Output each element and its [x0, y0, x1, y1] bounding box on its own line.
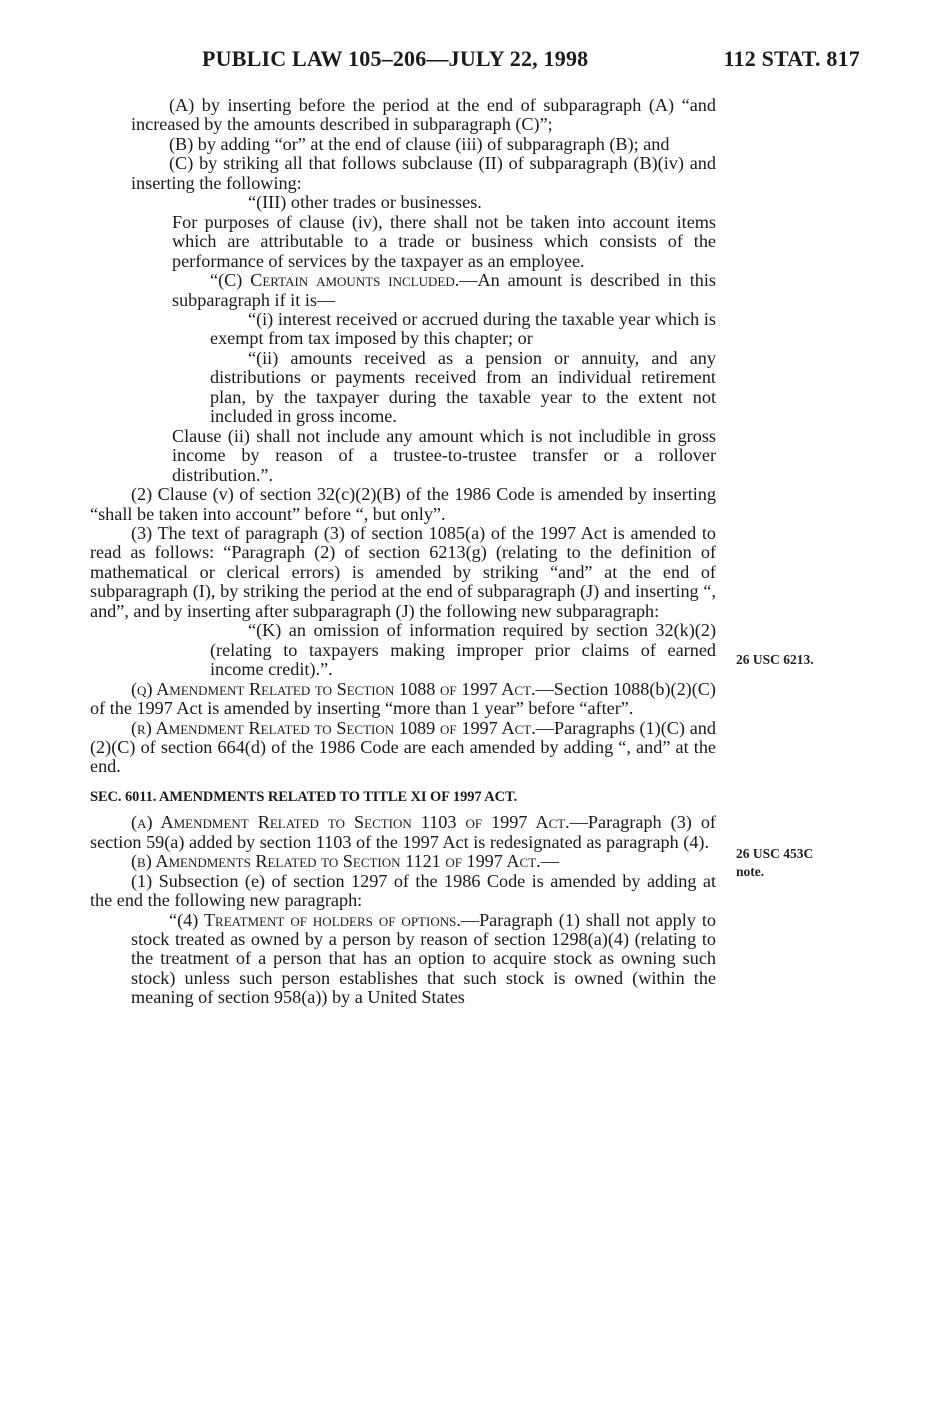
- subparagraph-c-heading: “(C) Certain amounts included.: [210, 270, 460, 291]
- subsection-b-text: —: [540, 851, 559, 872]
- paragraph-b: (B) by adding “or” at the end of clause (iii) of subparagraph (B); and: [169, 133, 670, 154]
- subparagraph-k-omission: “(K) an omission of information required by section 32(k)(2) (relating to taxpayers making improper prior claims of earned income credit).”.: [210, 620, 716, 680]
- paragraph-a: (A) by inserting before the period at the end of subparagraph (A) “and increased by the amounts described in subparagraph (C)”;: [131, 95, 716, 135]
- paragraph-4-text: —Paragraph (1) shall not apply to stock treated as owned by a person by reason of section 1298(a)(4) (relating to the treatment of a person that has an option to acquire stock as owning such stock) unless such person establishes that such stock is owned (within the meaning of section 958(a)) by a United States: [131, 909, 716, 1008]
- subsection-r-text: —Paragraphs (1)(C) and (2)(C) of section 664(d) of the 1986 Code are each amended by adding “, and” at the end.: [90, 717, 716, 777]
- subparagraph-c-certain-amounts: [172, 271, 716, 310]
- header-stat-page: 112 STAT. 817: [723, 46, 860, 71]
- document-body: [90, 96, 716, 1008]
- subsection-b-heading: (b) Amendments Related to Section 1121 of 1997 Act.: [131, 851, 541, 872]
- subclause-iii: “(III) other trades or businesses.: [248, 192, 482, 213]
- subsection-a-text: —Paragraph (3) of section 59(a) added by section 1103 of the 1997 Act is redesignated as paragraph (4).: [90, 812, 716, 852]
- margin-note-usc-453c-line2: note.: [736, 864, 765, 879]
- margin-note-usc-6213: 26 USC 6213.: [736, 652, 814, 667]
- subsection-q: [90, 680, 716, 719]
- paragraph-4-heading: “(4) Treatment of holders of options.: [169, 909, 461, 930]
- clause-ii-pension: “(ii) amounts received as a pension or annuity, and any distributions or payments received from an individual retirement plan, by the taxpayer during the taxable year to the extent not included in gross income.: [210, 347, 716, 427]
- subsection-a-heading: (a) Amendment Related to Section 1103 of 1997 Act.: [131, 812, 570, 833]
- margin-note-usc-453c: [736, 845, 813, 881]
- paragraph-4-options: [131, 911, 716, 1008]
- clause-i-interest: “(i) interest received or accrued during the taxable year which is exempt from tax imposed by this chapter; or: [210, 308, 716, 349]
- margin-note-usc-453c-line1: 26 USC 453C: [736, 846, 814, 861]
- subsection-q-heading: (q) Amendment Related to Section 1088 of 1997 Act.: [131, 678, 536, 699]
- page-header: [90, 46, 860, 80]
- subsection-r: [90, 719, 716, 777]
- header-title: PUBLIC LAW 105–206—JULY 22, 1998: [202, 46, 589, 71]
- subsection-r-heading: (r) Amendment Related to Section 1089 of 1997 Act.: [131, 717, 536, 738]
- section-6011-heading: SEC. 6011. AMENDMENTS RELATED TO TITLE XI OF 1997 ACT.: [90, 788, 518, 805]
- clause-iv-purposes: For purposes of clause (iv), there shall not be taken into account items which are attributable to a trade or business which consists of the performance of services by the taxpayer as an employee.: [172, 211, 716, 271]
- subparagraph-c-text: —An amount is described in this subparagraph if it is—: [172, 270, 716, 310]
- paragraph-c: (C) by striking all that follows subclause (II) of subparagraph (B)(iv) and inserting the following:: [131, 153, 716, 193]
- clause-ii-exclusion: Clause (ii) shall not include any amount which is not includible in gross income by reason of a trustee-to-trustee transfer or a rollover distribution.”.: [172, 425, 716, 485]
- subsection-q-text: —Section 1088(b)(2)(C) of the 1997 Act is amended by inserting “more than 1 year” before “after”.: [90, 678, 716, 719]
- paragraph-3-section-1085: (3) The text of paragraph (3) of section 1085(a) of the 1997 Act is amended to read as follows: “Paragraph (2) of section 6213(g) (relating to the definition of mathematical or clerical errors) is amended by striking “and” at the end of subparagraph (I), by striking the period at the end of subparagraph (J) and inserting “, and”, and by inserting after subparagraph (J) the following new subparagraph:: [90, 522, 716, 621]
- paragraph-2-clause-v: (2) Clause (v) of section 32(c)(2)(B) of the 1986 Code is amended by inserting “shall be taken into account” before “, but only”.: [90, 484, 716, 524]
- subsection-a-1103: [90, 813, 716, 852]
- paragraph-1-subsection-e: (1) Subsection (e) of section 1297 of the 1986 Code is amended by adding at the end the following new paragraph:: [90, 870, 716, 911]
- subsection-b-1121: [90, 852, 716, 871]
